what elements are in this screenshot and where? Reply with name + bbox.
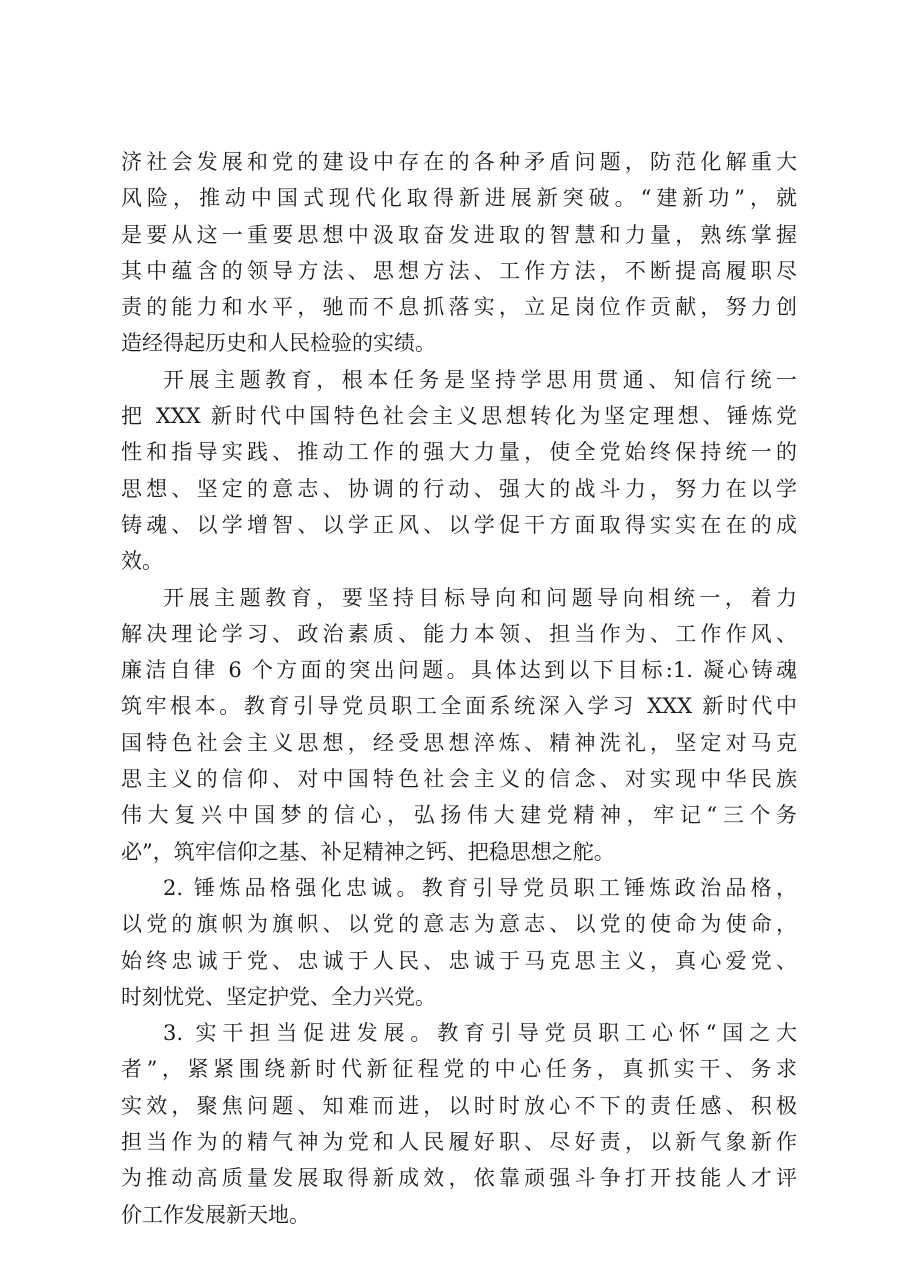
text-line: 思想、坚定的意志、协调的行动、强大的战斗力，努力在以学: [121, 476, 797, 501]
text-line: 者”，紧紧围绕新时代新征程党的中心任务，真抓实干、务求: [121, 1057, 797, 1082]
text-line: 价工作发展新天地。: [121, 1202, 310, 1227]
text-line: 性和指导实践、推动工作的强大力量，使全党始终保持统一的: [121, 440, 797, 465]
text-line: 铸魂、以学增智、以学正风、以学促干方面取得实实在在的成: [121, 512, 797, 537]
text-line: 解决理论学习、政治素质、能力本领、担当作为、工作作风、: [121, 621, 797, 646]
text-line: 必”，筑牢信仰之基、补足精神之钙、把稳思想之舵。: [121, 839, 615, 864]
text-line: 实效，聚焦问题、知难而进，以时时放心不下的责任感、积极: [121, 1093, 797, 1118]
text-line: 2. 锤炼品格强化忠诚。教育引导党员职工锤炼政治品格，: [163, 875, 797, 900]
text-line: 时刻忧党、坚定护党、全力兴党。: [121, 984, 436, 1009]
text-line: 为推动高质量发展取得新成效，依靠顽强斗争打开技能人才评: [121, 1166, 797, 1191]
text-line: 开展主题教育，根本任务是坚持学思用贯通、知信行统一: [163, 367, 797, 392]
text-line: 是要从这一重要思想中汲取奋发进取的智慧和力量，熟练掌握: [121, 222, 797, 247]
text-line: 伟大复兴中国梦的信心，弘扬伟大建党精神，牢记“三个务: [121, 803, 797, 828]
document-body: [121, 144, 797, 1233]
text-line: 开展主题教育，要坚持目标导向和问题导向相统一，着力: [163, 585, 797, 610]
text-line: 把 XXX 新时代中国特色社会主义思想转化为坚定理想、锤炼党: [121, 404, 797, 429]
text-line: 责的能力和水平，驰而不息抓落实，立足岗位作贡献，努力创: [121, 295, 797, 320]
text-line: 济社会发展和党的建设中存在的各种矛盾问题，防范化解重大: [121, 150, 797, 174]
text-line: 效。: [121, 549, 163, 574]
text-line: 始终忠诚于党、忠诚于人民、忠诚于马克思主义，真心爱党、: [121, 948, 797, 973]
text-line: 造经得起历史和人民检验的实绩。: [121, 331, 436, 356]
text-line: 国特色社会主义思想，经受思想淬炼、精神洗礼，坚定对马克: [121, 730, 797, 755]
text-line: 廉洁自律 6 个方面的突出问题。具体达到以下目标:1. 凝心铸魂: [121, 658, 797, 683]
text-line: 风险，推动中国式现代化取得新进展新突破。“建新功”，就: [121, 186, 797, 211]
text-line: 3. 实干担当促进发展。教育引导党员职工心怀“国之大: [163, 1021, 797, 1046]
text-line: 担当作为的精气神为党和人民履好职、尽好责，以新气象新作: [121, 1130, 797, 1155]
text-line: 思主义的信仰、对中国特色社会主义的信念、对实现中华民族: [121, 767, 797, 792]
text-line: 以党的旗帜为旗帜、以党的意志为意志、以党的使命为使命，: [121, 912, 797, 937]
text-line: 其中蕴含的领导方法、思想方法、工作方法，不断提高履职尽: [121, 258, 797, 283]
text-line: 筑牢根本。教育引导党员职工全面系统深入学习 XXX 新时代中: [121, 694, 797, 719]
